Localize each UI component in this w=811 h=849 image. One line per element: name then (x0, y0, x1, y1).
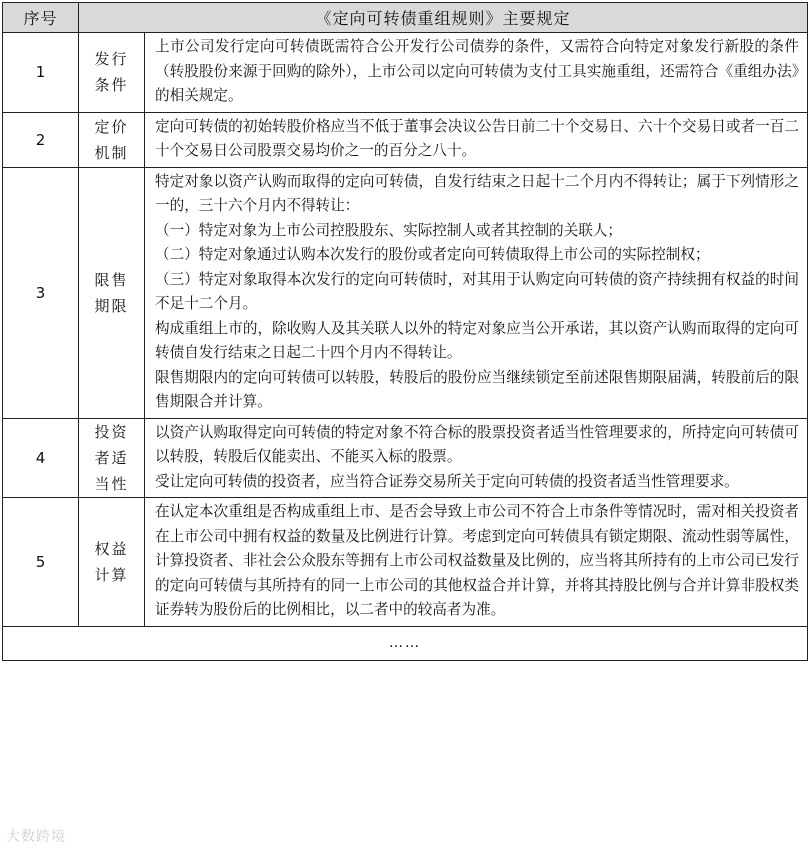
header-title: 《定向可转债重组规则》主要规定 (79, 3, 808, 33)
header-index: 序号 (3, 3, 79, 33)
row-content (145, 112, 808, 167)
content-paragraph: 受让定向可转债的投资者，应当符合证券交易所关于定向可转债的投资者适当性管理要求。 (155, 472, 739, 490)
table-row (3, 167, 808, 418)
category-line: 计算 (94, 565, 129, 584)
category-line: 当性 (94, 474, 129, 493)
row-index: 2 (3, 112, 79, 167)
row-content (145, 167, 808, 418)
content-paragraph: 以资产认购取得定向可转债的特定对象不符合标的股票投资者适当性管理要求的，所持定向可转债可以转股，转股后仅能卖出、不能买入标的股票。 (155, 423, 799, 465)
row-content (145, 498, 808, 627)
table-row (3, 112, 808, 167)
table-row (3, 498, 808, 627)
category-line: 权益 (94, 539, 129, 558)
table-header-row (3, 3, 808, 33)
category-line: 机制 (94, 143, 129, 162)
row-category (79, 33, 145, 113)
content-paragraph: 定向可转债的初始转股价格应当不低于董事会决议公告日前二十个交易日、六十个交易日或者一百二十个交易日公司股票交易均价之一的百分之八十。 (155, 117, 799, 159)
category-line: 者适 (94, 448, 129, 467)
category-line: 投资 (94, 422, 129, 441)
table-footer-row (3, 626, 808, 660)
row-index: 5 (3, 498, 79, 627)
row-category (79, 167, 145, 418)
content-paragraph: 在认定本次重组是否构成重组上市、是否会导致上市公司不符合上市条件等情况时，需对相关投资者在上市公司中拥有权益的数量及比例进行计算。考虑到定向可转债具有锁定期限、流动性弱等属性，计算投资者、非社会公众股东等拥有上市公司权益数量及比例的，应当将其所持有的上市公司已发行的定向可转债与其所持有的同一上市公司的其他权益合并计算，并将其持股比例与合并计算非股权类证券转为股份后的比例相比，以二者中的较高者为准。 (155, 503, 799, 618)
row-content (145, 33, 808, 113)
row-category (79, 418, 145, 498)
category-line: 期限 (94, 296, 129, 315)
content-paragraph: 构成重组上市的，除收购人及其关联人以外的特定对象应当公开承诺，其以资产认购而取得的定向可转债自发行结束之日起二十四个月内不得转让。 (155, 319, 799, 361)
content-paragraph: （一）特定对象为上市公司控股股东、实际控制人或者其控制的关联人； (155, 221, 623, 239)
content-paragraph: （三）特定对象取得本次发行的定向可转债时，对其用于认购定向可转债的资产持续拥有权益的时间不足十二个月。 (155, 270, 799, 312)
table-body (3, 33, 808, 627)
content-paragraph: 上市公司发行定向可转债既需符合公开发行公司债券的条件，又需符合向特定对象发行新股的条件（转股股份来源于回购的除外），上市公司以定向可转债为支付工具实施重组，还需符合《重组办法》的相关规定。 (155, 38, 799, 104)
category-line: 限售 (94, 270, 129, 289)
row-index: 1 (3, 33, 79, 113)
content-paragraph: 限售期限内的定向可转债可以转股，转股后的股份应当继续锁定至前述限售期限届满，转股前后的限售期限合并计算。 (155, 368, 799, 410)
table-row (3, 33, 808, 113)
row-category (79, 112, 145, 167)
content-paragraph: （二）特定对象通过认购本次发行的股份或者定向可转债取得上市公司的实际控制权； (155, 246, 710, 263)
content-paragraph: 特定对象以资产认购而取得的定向可转债，自发行结束之日起十二个月内不得转让；属于下列情形之一的，三十六个月内不得转让： (155, 172, 799, 214)
category-line: 条件 (94, 76, 129, 95)
row-content (145, 418, 808, 498)
row-category (79, 498, 145, 627)
ellipsis: …… (3, 626, 808, 660)
row-index: 3 (3, 167, 79, 418)
row-index: 4 (3, 418, 79, 498)
regulation-table (2, 2, 808, 661)
table-row (3, 418, 808, 498)
category-line: 发行 (94, 50, 129, 69)
category-line: 定价 (94, 117, 129, 136)
watermark-text: 大数跨境 (6, 829, 66, 845)
